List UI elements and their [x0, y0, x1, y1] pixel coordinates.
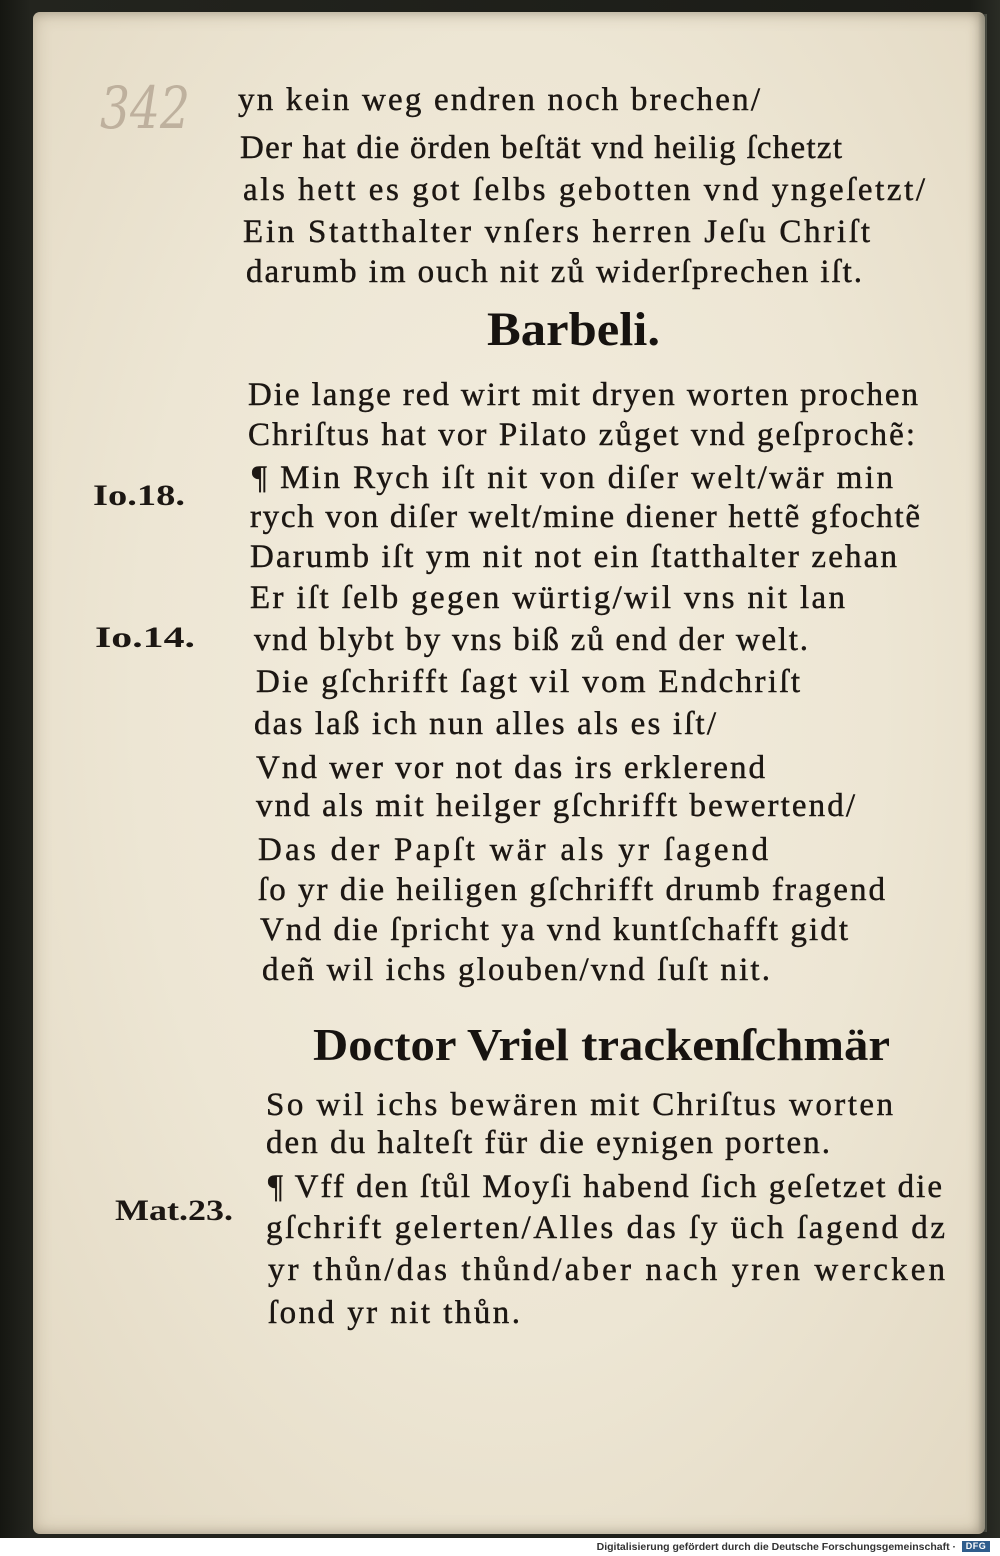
text-line: ſo yr die heiligen gſchrifft drumb fragend — [258, 872, 885, 908]
text-line: Das der Papſt wär als yr ſagend — [258, 832, 768, 868]
text-line: yn kein weg endren noch brechen/ — [238, 82, 760, 118]
margin-note-io18: Io.18. — [93, 479, 185, 512]
speaker-heading-barbeli: Barbeli. — [487, 303, 660, 356]
speaker-heading-doctor: Doctor Vriel trackenſchmär — [313, 1019, 891, 1070]
text-line: ¶ Vff den ſtůl Moyſi habend ſich geſetzet die — [268, 1169, 942, 1205]
text-line: als hett es got ſelbs gebotten vnd yngeſetzt/ — [243, 172, 925, 208]
margin-note-io14: Io.14. — [95, 621, 195, 654]
text-line: rych von diſer welt/mine diener hettẽ gfochtẽ — [250, 499, 920, 535]
text-line: darumb im ouch nit zů widerſprechen iſt. — [246, 254, 862, 290]
text-line: Vnd die ſpricht ya vnd kuntſchafft gidt — [260, 912, 848, 948]
book-page — [33, 12, 985, 1534]
text-line: den du halteſt für die eynigen porten. — [266, 1125, 830, 1161]
funding-credit: Digitalisierung gefördert durch die Deutsche Forschungsgemeinschaft · — [596, 1541, 956, 1553]
text-line: Die lange red wirt mit dryen worten prochen — [248, 377, 918, 413]
page-edge — [978, 14, 987, 1532]
text-line: Vnd wer vor not das irs erklerend — [256, 750, 765, 786]
handwritten-folio-number: 342 — [100, 74, 190, 142]
text-line: Die gſchrifft ſagt vil vom Endchriſt — [256, 664, 800, 700]
text-line: das laß ich nun alles als es iſt/ — [254, 706, 716, 742]
text-line: ¶ Min Rych iſt nit von diſer welt/wär min — [252, 460, 893, 496]
dfg-logo: DFG — [962, 1541, 990, 1552]
text-line: Chriſtus hat vor Pilato zůget vnd geſprochẽ: — [248, 417, 915, 453]
text-line: Der hat die örden beſtät vnd heilig ſchetzt — [240, 130, 842, 166]
text-line: Ein Statthalter vnſers herren Jeſu Chriſt — [243, 214, 871, 250]
text-line: Darumb iſt ym nit not ein ſtatthalter zehan — [250, 539, 898, 575]
text-line: gſchrift gelerten/Alles das ſy üch ſagend dz — [266, 1210, 945, 1246]
text-line: Er iſt ſelb gegen würtig/wil vns nit lan — [250, 580, 845, 616]
text-line: vnd als mit heilger gſchrifft bewertend/ — [256, 788, 855, 824]
text-line: So wil ichs bewären mit Chriſtus worten — [266, 1087, 894, 1123]
text-line: vnd blybt by vns biß zů end der welt. — [254, 622, 808, 658]
margin-note-mat23: Mat.23. — [115, 1194, 233, 1227]
text-line: yr thůn/das thůnd/aber nach yren wercken — [268, 1252, 946, 1288]
text-line: deñ wil ichs glouben/vnd ſuſt nit. — [262, 952, 770, 988]
text-line: ſond yr nit thůn. — [268, 1295, 520, 1331]
footer-bar — [0, 1538, 1000, 1556]
